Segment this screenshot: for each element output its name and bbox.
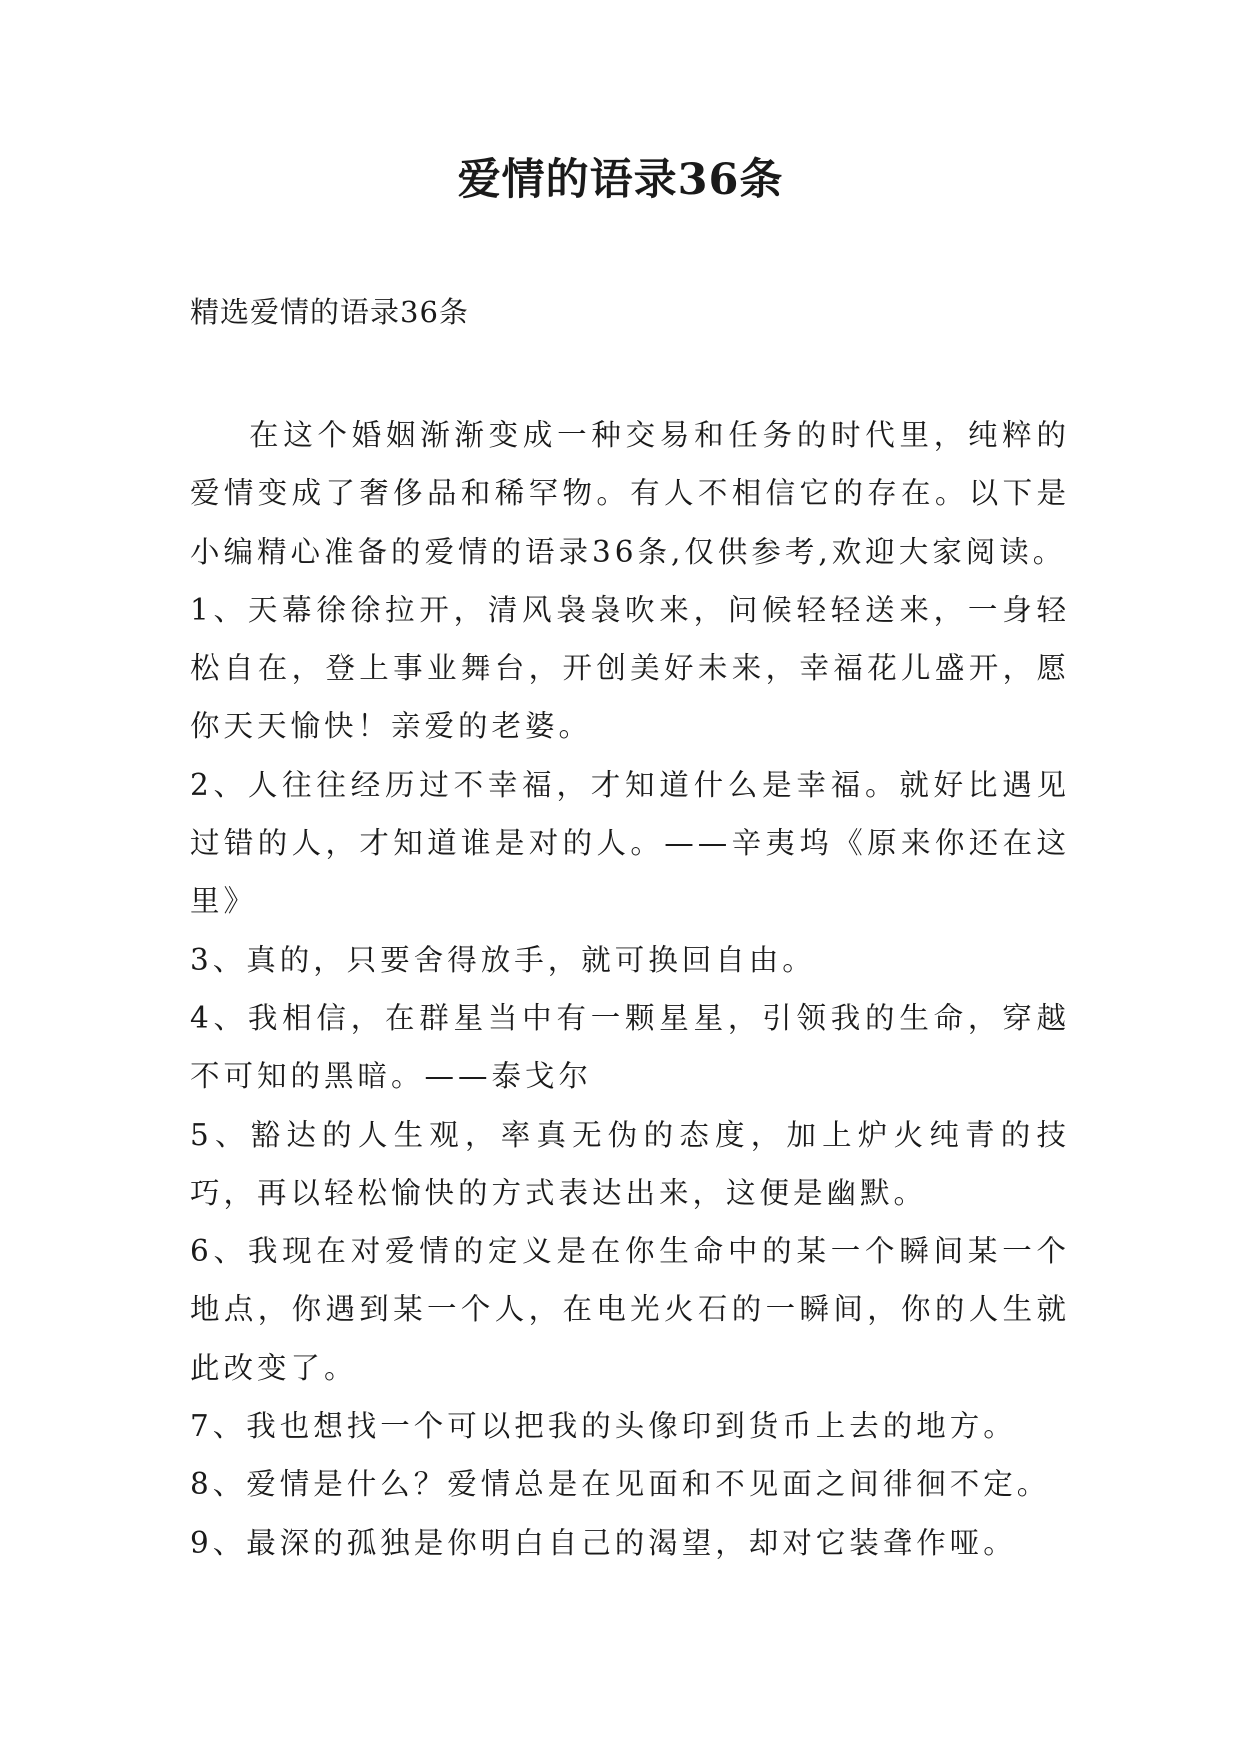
list-item: 3、真的，只要舍得放手，就可换回自由。 <box>190 942 816 977</box>
list-item: 2、人往往经历过不幸福，才知道什么是幸福。就好比遇见过错的人，才知道谁是对的人。——辛夷坞《原来你还在这里》 <box>190 767 1070 919</box>
list-item: 4、我相信，在群星当中有一颗星星，引领我的生命，穿越不可知的黑暗。——泰戈尔 <box>190 1000 1070 1094</box>
intro-paragraph: 在这个婚姻渐渐变成一种交易和任务的时代里，纯粹的爱情变成了奢侈品和稀罕物。有人不相信它的存在。以下是小编精心准备的爱情的语录36条,仅供参考,欢迎大家阅读。 <box>190 418 1070 569</box>
list-item: 8、爱情是什么？爱情总是在见面和不见面之间徘徊不定。 <box>190 1467 1051 1502</box>
subtitle: 精选爱情的语录36条 <box>190 295 469 329</box>
list-item: 6、我现在对爱情的定义是在你生命中的某一个瞬间某一个地点，你遇到某一个人，在电光火石的一瞬间，你的人生就此改变了。 <box>190 1234 1070 1385</box>
body-text <box>190 406 1070 1572</box>
list-item: 7、我也想找一个可以把我的头像印到货币上去的地方。 <box>190 1409 1017 1444</box>
page-title: 爱情的语录36条 <box>457 155 784 205</box>
list-item: 9、最深的孤独是你明白自己的渴望，却对它装聋作哑。 <box>190 1525 1017 1560</box>
list-item: 5、豁达的人生观，率真无伪的态度，加上炉火纯青的技巧，再以轻松愉快的方式表达出来，这便是幽默。 <box>190 1117 1070 1210</box>
list-item: 1、天幕徐徐拉开，清风袅袅吹来，问候轻轻送来，一身轻松自在，登上事业舞台，开创美好未来，幸福花儿盛开，愿你天天愉快！亲爱的老婆。 <box>190 592 1070 744</box>
